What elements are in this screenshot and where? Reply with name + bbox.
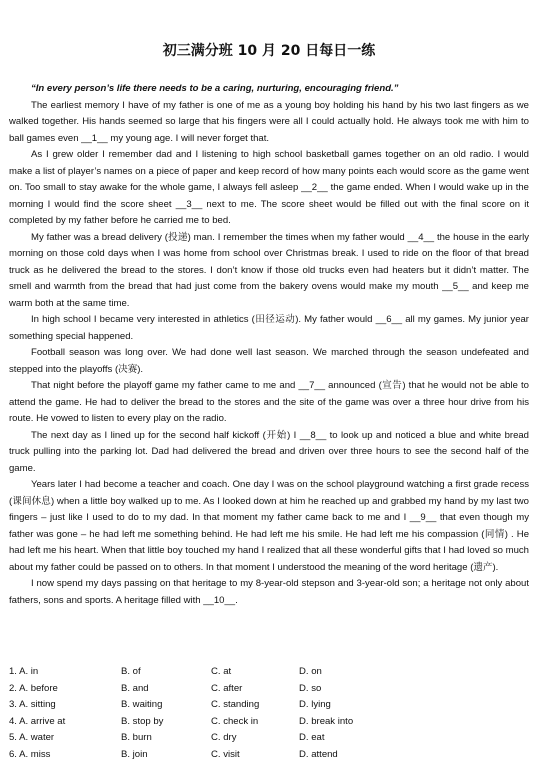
option-row: [9, 714, 529, 731]
option-a: 3. A. sitting: [9, 699, 56, 711]
answer-options: [9, 664, 529, 764]
option-row: [9, 730, 529, 747]
passage-paragraph: In high school I became very interested in athletics (田径运动). My father would __6__ all my games. My junior year something special happened.: [9, 314, 529, 342]
option-a: 4. A. arrive at: [9, 715, 66, 727]
option-d: D. on: [299, 666, 322, 677]
option-b: B. of: [121, 666, 141, 677]
passage-paragraph: That night before the playoff game my father came to me and __7__ announced (宣告) that he would not be able to attend the game. He had to deliver the bread to the stores and the site of the game was over a three hour drive from his route. He vowed to listen to every play on the radio.: [9, 380, 529, 424]
option-row: [9, 747, 529, 764]
option-d: D. lying: [299, 699, 331, 711]
passage-paragraph: My father was a bread delivery (投递) man. I remember the times when my father would __4__ the house in the early morning on those cold days when I was home from school over Christmas break. I used to ride on the floor of that bread truck as he delivered the bread to the stores. I don’t know if those old trucks even had heaters but it didn’t matter. The smell and warmth from the bread that had just come from the bakery ovens would make my mouth __5__ and keep me warm both at the same time.: [9, 231, 529, 309]
option-c: C. after: [211, 682, 243, 694]
page-title: 初三满分班 10 月 20 日每日一练: [162, 43, 376, 59]
option-row: [9, 664, 529, 681]
option-b: B. join: [121, 748, 148, 760]
passage-paragraph: Years later I had become a teacher and coach. One day I was on the school playground watching a first grade recess (课间休息) when a little boy walked up to me. As I looked down at him he reached up and grabbed my hand by my last two fingers – just like I used to do to my dad. In that moment my father came back to me and I __9__ that even though my father was gone – he had left me something behind. He had left me his smile. He had left me his compassion (同情) . He had left me his heart. When that little boy touched my hand I realized that all these wonderful gifts that I had loved so much about my father could be passed on to others. In that moment I understood the meaning of the word heritage (遗产).: [9, 479, 529, 573]
reading-passage: [9, 81, 529, 609]
option-b: B. burn: [121, 732, 152, 744]
option-b: B. stop by: [121, 715, 164, 727]
passage-paragraph: Football season was long over. We had done well last season. We marched through the season undefeated and stepped into the playoffs (决赛).: [9, 347, 529, 375]
option-b: B. waiting: [121, 699, 163, 711]
option-c: C. dry: [211, 732, 237, 744]
option-row: [9, 697, 529, 714]
passage-quote: “In every person’s life there needs to be a caring, nurturing, encouraging friend.”: [31, 83, 399, 94]
passage-paragraph: I now spend my days passing on that heritage to my 8-year-old stepson and 3-year-old son; a heritage not only about fathers, sons and sports. A heritage filled with __10__.: [9, 578, 529, 606]
passage-paragraph: The earliest memory I have of my father is one of me as a young boy holding his hand by his two last fingers as we walked together. His hands seemed so large that his fingers were all I could actually hold. He always took me with him to ball games even __1__ my young age. I will never forget that.: [9, 99, 529, 144]
option-a: 2. A. before: [9, 682, 58, 694]
option-row: [9, 681, 529, 698]
option-a: 6. A. miss: [9, 748, 51, 760]
option-a: 1. A. in: [9, 666, 39, 677]
option-b: B. and: [121, 682, 149, 694]
passage-paragraph: The next day as I lined up for the second half kickoff (开始) I __8__ to look up and noticed a blue and white bread truck pulling into the parking lot. Dad had delivered the bread and driven over three hours to see the second half of the game.: [9, 429, 529, 474]
option-d: D. so: [299, 682, 322, 694]
passage-paragraph: As I grew older I remember dad and I listening to high school basketball games together on an old radio. I would make a list of player’s names on a piece of paper and keep record of how many points each would score as the game went on. Too small to stay awake for the whole game, I always fell asleep __2__ the game ended. When I would wake up in the morning I would find the score sheet __3__ next to me. The score sheet would be filled out with the final score on it completed by my father before he carried me to bed.: [9, 149, 529, 226]
option-d: D. attend: [299, 748, 338, 760]
option-d: D. break into: [299, 715, 354, 727]
option-d: D. eat: [299, 732, 325, 744]
option-c: C. standing: [211, 699, 260, 711]
option-c: C. visit: [211, 748, 240, 760]
option-c: C. at: [211, 666, 232, 677]
option-c: C. check in: [211, 715, 259, 727]
option-a: 5. A. water: [9, 732, 55, 744]
